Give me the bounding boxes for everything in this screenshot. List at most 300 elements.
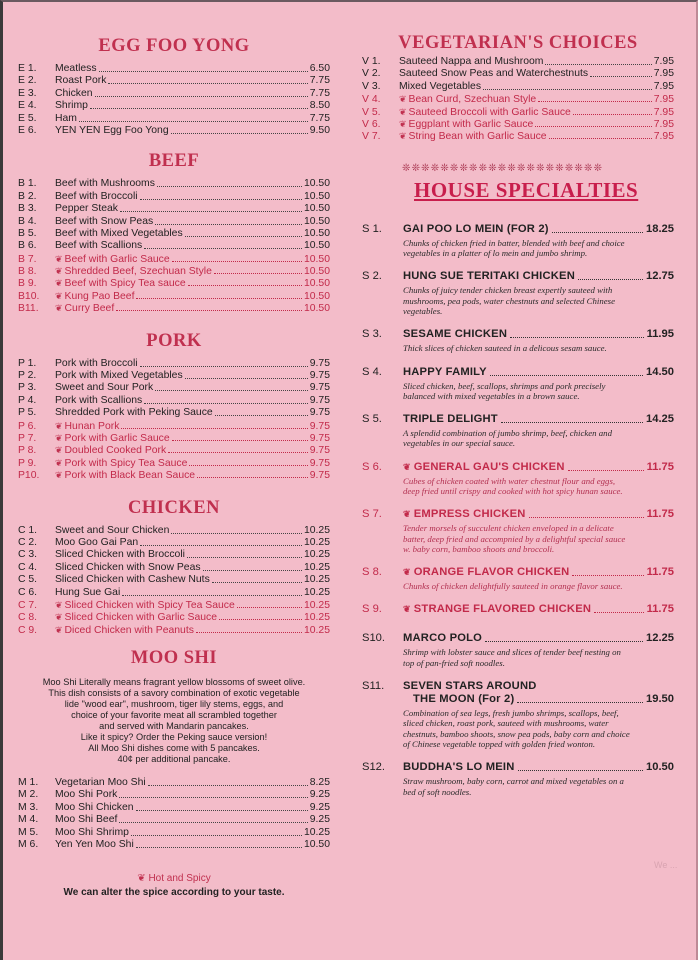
specialty-header (362, 680, 674, 693)
item-code: P 1. (18, 357, 37, 369)
specialty-price: 11.75 (646, 603, 674, 616)
item-price: 10.50 (303, 240, 330, 252)
menu-item (362, 118, 674, 130)
item-code: B 8. (18, 266, 37, 278)
item-price: 10.25 (303, 612, 330, 624)
item-name-text: Sauteed Nappa and Mushroom (399, 56, 544, 67)
item-name-text: Sweet and Sour Chicken (55, 524, 170, 536)
specialty-description: Thick slices of chicken sauteed in a delicous sesam sauce. (403, 343, 607, 354)
specialty-name-text: STRANGE FLAVORED CHICKEN (413, 603, 592, 616)
dot-leader (157, 178, 302, 187)
item-name (55, 75, 106, 87)
item-code: B10. (18, 290, 40, 302)
hot-spicy-icon: ❦ (55, 457, 63, 468)
menu-item (18, 814, 330, 826)
dot-leader (136, 290, 302, 299)
specialty-price: 14.25 (646, 413, 674, 426)
item-name-text: Shredded Beef, Szechuan Style (64, 266, 212, 278)
dot-leader (99, 63, 308, 72)
specialty-name (403, 223, 549, 236)
item-name-text: Sweet and Sour Pork (55, 382, 154, 394)
spice-note: We can alter the spice according to your taste. (63, 887, 285, 899)
hot-spicy-icon: ❦ (55, 266, 63, 277)
dot-leader (155, 382, 308, 391)
menu-item (18, 611, 330, 623)
item-name-text: Mixed Vegetables (399, 80, 482, 92)
specialty-name-text: SESAME CHICKEN (403, 328, 508, 341)
item-name (55, 444, 166, 457)
specialty-code: S 8. (362, 566, 382, 579)
specialty-code: S11. (362, 680, 385, 693)
dot-leader (185, 228, 302, 237)
item-name (55, 382, 153, 394)
item-name (55, 802, 134, 814)
item-name-text: Beef with Garlic Sauce (64, 253, 170, 265)
item-code: E 4. (18, 100, 37, 112)
hot-spicy-icon: ❦ (55, 599, 63, 610)
item-name-text: Pork with Black Bean Sauce (64, 470, 196, 482)
menu-item (362, 56, 674, 68)
item-name-text: Pork with Spicy Tea Sauce (64, 457, 188, 469)
menu-item (18, 537, 330, 549)
item-code: P 6. (18, 420, 37, 432)
item-price: 9.75 (309, 470, 330, 482)
dot-leader (144, 240, 302, 249)
hot-spicy-icon: ❦ (403, 509, 411, 520)
specialty-item (362, 680, 674, 749)
item-price: 7.95 (653, 56, 674, 67)
specialty-header (362, 270, 674, 283)
item-name-text: Curry Beef (64, 303, 115, 315)
specialty-item (362, 761, 674, 797)
item-name (55, 814, 117, 826)
specialty-name (403, 270, 575, 283)
hot-spicy-icon: ❦ (55, 612, 63, 623)
dot-leader (172, 432, 308, 441)
dot-leader (215, 407, 308, 416)
item-name (55, 420, 119, 433)
item-price: 6.50 (309, 63, 330, 74)
item-price: 9.75 (309, 457, 330, 469)
item-name-text: Chicken (55, 87, 93, 99)
item-name-text: Beef with Snow Peas (55, 215, 154, 227)
item-code: C 1. (18, 524, 38, 536)
item-name (55, 63, 97, 75)
item-code: V 6. (362, 118, 381, 130)
specialty-header (362, 566, 674, 579)
specialty-name-text: EMPRESS CHICKEN (413, 508, 526, 521)
item-price: 9.75 (309, 382, 330, 394)
dot-leader (545, 56, 651, 65)
dot-leader (90, 100, 308, 109)
specialty-description: Chunks of juicy tender chicken breast expertly sauteed with mushrooms, pea pods, water chestnuts and selected Chinese vegetables. (403, 285, 615, 316)
item-code: P10. (18, 470, 40, 482)
beef-list (18, 178, 330, 314)
item-name-text: Sliced Chicken with Spicy Tea Sauce (64, 599, 235, 611)
specialty-price: 11.75 (646, 460, 674, 473)
item-name (55, 253, 170, 266)
item-price: 10.25 (303, 586, 330, 598)
moo-shi-list (18, 777, 330, 851)
item-name-text: Moo Goo Gai Pan (55, 536, 139, 548)
specialty-name-text: GAI POO LO MEIN (FOR 2) (403, 222, 549, 235)
item-name (55, 265, 212, 278)
vegetarian-list (362, 56, 674, 143)
item-name-text: Hunan Pork (64, 420, 120, 432)
dot-leader (538, 93, 652, 102)
item-price: 10.25 (303, 561, 330, 573)
house-specialties-title: HOUSE SPECIALTIES (414, 177, 639, 202)
item-price: 7.75 (309, 112, 330, 124)
item-name (55, 228, 183, 240)
dot-leader (187, 549, 302, 558)
item-price: 7.95 (653, 118, 674, 130)
specialty-name-text: SEVEN STARS AROUND (403, 680, 537, 693)
menu-item (18, 444, 330, 456)
menu-item (18, 789, 330, 801)
menu-item (18, 432, 330, 444)
description-line: Moo Shi Literally means fragrant yellow blossoms of sweet olive. (42, 677, 306, 688)
item-code: P 3. (18, 382, 37, 394)
dot-leader (168, 444, 308, 453)
item-name (55, 432, 170, 445)
menu-item (18, 395, 330, 407)
item-name-text: Moo Shi Beef (55, 814, 118, 826)
beef-title: BEEF (148, 151, 200, 172)
item-price: 9.75 (309, 432, 330, 444)
item-code: P 9. (18, 457, 37, 469)
specialty-item (362, 413, 674, 449)
item-name (55, 574, 210, 586)
dot-leader (490, 366, 643, 376)
item-price: 10.50 (303, 215, 330, 227)
menu-item (18, 265, 330, 277)
item-name (55, 777, 146, 789)
menu-item (18, 203, 330, 215)
item-name-text: Moo Shi Shrimp (55, 826, 129, 838)
menu-item (18, 100, 330, 112)
hot-spicy-icon: ❦ (55, 470, 63, 481)
item-name-text: Beef with Mixed Vegetables (55, 227, 183, 239)
item-price: 10.25 (303, 624, 330, 636)
item-name (55, 525, 169, 537)
specialty-header (362, 603, 674, 616)
dot-leader (483, 81, 652, 90)
dot-leader (119, 789, 307, 798)
specialty-name (403, 632, 482, 645)
item-code: V 2. (362, 68, 381, 80)
item-price: 7.95 (653, 106, 674, 118)
item-name (55, 407, 213, 419)
description-line: and served with Mandarin pancakes. (99, 721, 249, 732)
specialty-name (403, 603, 591, 616)
item-price: 10.25 (303, 599, 330, 611)
item-name-text: Shrimp (55, 100, 88, 112)
specialty-header (362, 508, 674, 521)
specialty-code: S12. (362, 761, 386, 774)
house-specialties-list (362, 223, 674, 797)
specialty-price: 19.50 (646, 693, 674, 706)
specialty-name (403, 328, 507, 341)
item-price: 7.75 (309, 87, 330, 99)
item-price: 10.50 (303, 190, 330, 202)
item-name (55, 611, 217, 624)
dot-leader (148, 777, 308, 786)
item-code: C 8. (18, 612, 38, 624)
menu-item (18, 420, 330, 432)
description-line: 40¢ per additional pancake. (117, 754, 231, 765)
item-price: 10.50 (303, 178, 330, 190)
item-name-text: Sauteed Broccoli with Garlic Sauce (408, 106, 571, 118)
moo-shi-title: MOO SHI (130, 648, 218, 669)
specialty-header (362, 328, 674, 341)
menu-item (18, 802, 330, 814)
item-name-text: Pepper Steak (55, 203, 118, 215)
dot-leader (172, 253, 302, 262)
menu-item (18, 574, 330, 586)
item-name (55, 624, 194, 637)
item-name (55, 827, 129, 839)
item-name-text: Kung Pao Beef (64, 290, 135, 302)
item-code: V 5. (362, 106, 381, 118)
specialty-item (362, 328, 674, 353)
menu-item (18, 113, 330, 125)
dot-leader (140, 191, 302, 200)
item-name-text: Beef with Scallions (55, 240, 143, 252)
item-name (55, 562, 201, 574)
item-code: C 5. (18, 574, 38, 586)
hot-spicy-icon: ❦ (403, 567, 411, 578)
dot-leader (568, 461, 644, 471)
specialty-description: Cubes of chicken coated with water chestnut flour and eggs, deep fried until crispy and cooked with hot spicy hunan sauce. (403, 475, 623, 496)
hot-spicy-icon: ❦ (137, 873, 146, 885)
item-price: 8.50 (309, 100, 330, 112)
item-name (55, 537, 138, 549)
description-line: Like it spicy? Order the Peking sauce version! (80, 732, 268, 743)
item-code: P 7. (18, 432, 37, 444)
item-code: B 5. (18, 227, 37, 239)
item-name (399, 81, 481, 93)
menu-item (18, 469, 330, 481)
item-code: M 5. (18, 826, 39, 838)
dot-leader (552, 223, 643, 233)
specialty-name (403, 508, 526, 521)
right-column (362, 30, 674, 809)
dot-leader (171, 525, 302, 534)
item-code: B 7. (18, 253, 37, 265)
item-code: M 4. (18, 814, 39, 826)
hot-spicy-icon: ❦ (55, 445, 63, 456)
dot-leader (108, 75, 307, 84)
dot-leader (122, 587, 302, 596)
dot-leader (120, 203, 302, 212)
specialty-description: Combination of sea legs, fresh jumbo shrimps, scallops, beef, sliced chicken, roast pork, sauteed with mushrooms, water chestnuts, bamboo shoots, snow pea pods, baby corn and choice of Chinese vegetable topped with golden fried wonton. (403, 708, 630, 749)
menu-item (18, 587, 330, 599)
specialty-header (362, 366, 674, 379)
dot-leader (214, 265, 302, 274)
item-code: V 4. (362, 94, 381, 106)
menu-item (18, 240, 330, 252)
decorative-stars: ❊❊❊❊❊❊❊❊❊❊❊❊❊❊❊❊❊❊❊❊❊ (402, 162, 604, 174)
item-name (55, 587, 120, 599)
dot-leader (155, 216, 302, 225)
item-name (55, 549, 185, 561)
item-name-text: Sliced Chicken with Snow Peas (55, 561, 201, 573)
hot-spicy-icon: ❦ (399, 94, 407, 105)
item-name (55, 370, 183, 382)
item-name-text: Diced Chicken with Peanuts (64, 624, 194, 636)
dot-leader (196, 624, 302, 633)
menu-item (18, 216, 330, 228)
item-name (399, 56, 543, 68)
chicken-title: CHICKEN (128, 497, 220, 518)
item-name-text: Moo Shi Chicken (55, 801, 134, 813)
item-name (55, 839, 134, 851)
specialty-code: S 9. (362, 603, 382, 616)
dot-leader (140, 537, 302, 546)
specialty-price: 11.75 (646, 508, 674, 521)
specialty-header (362, 632, 674, 645)
menu-item (18, 562, 330, 574)
item-price: 7.95 (653, 94, 674, 106)
item-price: 7.75 (309, 75, 330, 87)
item-name-text: Hung Sue Gai (55, 586, 121, 598)
menu-item (18, 370, 330, 382)
item-name (55, 358, 138, 370)
item-name-text: YEN YEN Egg Foo Yong (55, 124, 169, 136)
menu-item (18, 191, 330, 203)
menu-item (362, 68, 674, 80)
item-name (399, 106, 571, 119)
hot-spicy-icon: ❦ (399, 106, 407, 117)
item-name-text: Moo Shi Pork (55, 789, 118, 801)
item-name-text: Sauteed Snow Peas and Waterchestnuts (399, 68, 589, 80)
dot-leader (549, 130, 652, 139)
item-code: B11. (18, 303, 39, 315)
hot-spicy-icon: ❦ (55, 303, 63, 314)
dot-leader (116, 302, 302, 311)
hot-spicy-icon: ❦ (399, 131, 407, 142)
hot-spicy-label: Hot and Spicy (148, 873, 211, 885)
item-name-text: Shredded Pork with Peking Sauce (55, 407, 213, 419)
menu-item (362, 106, 674, 118)
specialty-item (362, 223, 674, 259)
menu-item (18, 253, 330, 265)
item-name (55, 113, 77, 125)
item-price: 8.25 (309, 777, 330, 789)
item-name-text: Beef with Mushrooms (55, 178, 155, 190)
chicken-list (18, 525, 330, 637)
hot-spicy-icon: ❦ (399, 118, 407, 129)
menu-item (18, 624, 330, 636)
specialty-description: A splendid combination of jumbo shrimp, beef, chicken and vegetables in our special sauce. (403, 428, 612, 449)
item-price: 7.95 (653, 68, 674, 80)
item-code: B 4. (18, 215, 37, 227)
item-name (55, 395, 142, 407)
menu-item (18, 525, 330, 537)
dot-leader (188, 277, 302, 286)
item-code: C 6. (18, 586, 38, 598)
item-name-text: Beef with Spicy Tea sauce (64, 278, 186, 290)
item-code: V 3. (362, 80, 381, 92)
specialty-description: Sliced chicken, beef, scallops, shrimps and pork precisely balanced with mixed vegetables in a brown sauce. (403, 380, 606, 401)
specialty-item (362, 632, 674, 668)
item-code: C 4. (18, 561, 38, 573)
specialty-name-text: HUNG SUE TERITAKI CHICKEN (403, 270, 575, 283)
specialty-code: S 1. (362, 222, 382, 235)
item-name-text: Yen Yen Moo Shi (55, 839, 134, 851)
dot-leader (510, 328, 643, 338)
specialty-item (362, 508, 674, 554)
item-name (55, 302, 114, 315)
specialty-code: S 2. (362, 270, 382, 283)
dot-leader (485, 632, 643, 642)
specialty-code: S10. (362, 632, 386, 645)
dot-leader (501, 413, 643, 423)
item-name-text: Ham (55, 112, 77, 124)
moo-shi-description (18, 677, 330, 765)
item-code: C 9. (18, 624, 38, 636)
item-name (55, 178, 155, 190)
hot-spicy-icon: ❦ (55, 420, 63, 431)
specialty-name (403, 680, 537, 693)
specialty-price: 10.50 (646, 761, 674, 774)
menu-item (18, 63, 330, 75)
menu-item (18, 827, 330, 839)
item-price: 10.25 (303, 826, 330, 838)
item-name-text: Pork with Garlic Sauce (64, 432, 170, 444)
menu-item (18, 382, 330, 394)
item-code: C 7. (18, 599, 38, 611)
item-name (55, 469, 195, 482)
item-code: P 5. (18, 407, 37, 419)
item-price: 10.50 (303, 839, 330, 851)
dot-leader (590, 68, 652, 77)
item-code: B 2. (18, 190, 37, 202)
specialty-name (403, 413, 498, 426)
specialty-header (362, 461, 674, 474)
item-price: 10.50 (303, 227, 330, 239)
item-code: E 6. (18, 124, 37, 136)
item-price: 7.95 (653, 131, 674, 143)
item-code: E 1. (18, 63, 37, 74)
dot-leader (131, 827, 302, 836)
specialty-name-text: HAPPY FAMILY (403, 365, 487, 378)
item-price: 9.75 (309, 407, 330, 419)
item-name (55, 240, 142, 252)
menu-item (18, 302, 330, 314)
item-price: 10.25 (303, 549, 330, 561)
description-line: choice of your favorite meat all scrambled together (71, 710, 277, 721)
dot-leader (518, 761, 643, 771)
item-name (399, 130, 547, 143)
specialty-code: S 4. (362, 365, 382, 378)
item-price: 9.75 (309, 370, 330, 382)
description-line: lide "wood ear", mushroom, tiger lily stems, eggs, and (64, 699, 284, 710)
item-price: 9.75 (309, 445, 330, 457)
dot-leader (185, 370, 308, 379)
menu-item (18, 277, 330, 289)
specialty-price: 12.25 (646, 632, 674, 645)
egg-foo-yong-list (18, 63, 330, 137)
dot-leader (79, 113, 308, 122)
specialty-description: Shrimp with lobster sauce and slices of tender beef nesting on top of pan-fried soft noodles. (403, 647, 621, 668)
dot-leader (578, 270, 643, 280)
vegetarian-title: VEGETARIAN'S CHOICES (398, 33, 638, 53)
item-code: C 2. (18, 536, 38, 548)
item-code: E 3. (18, 87, 37, 99)
menu-item (362, 93, 674, 105)
